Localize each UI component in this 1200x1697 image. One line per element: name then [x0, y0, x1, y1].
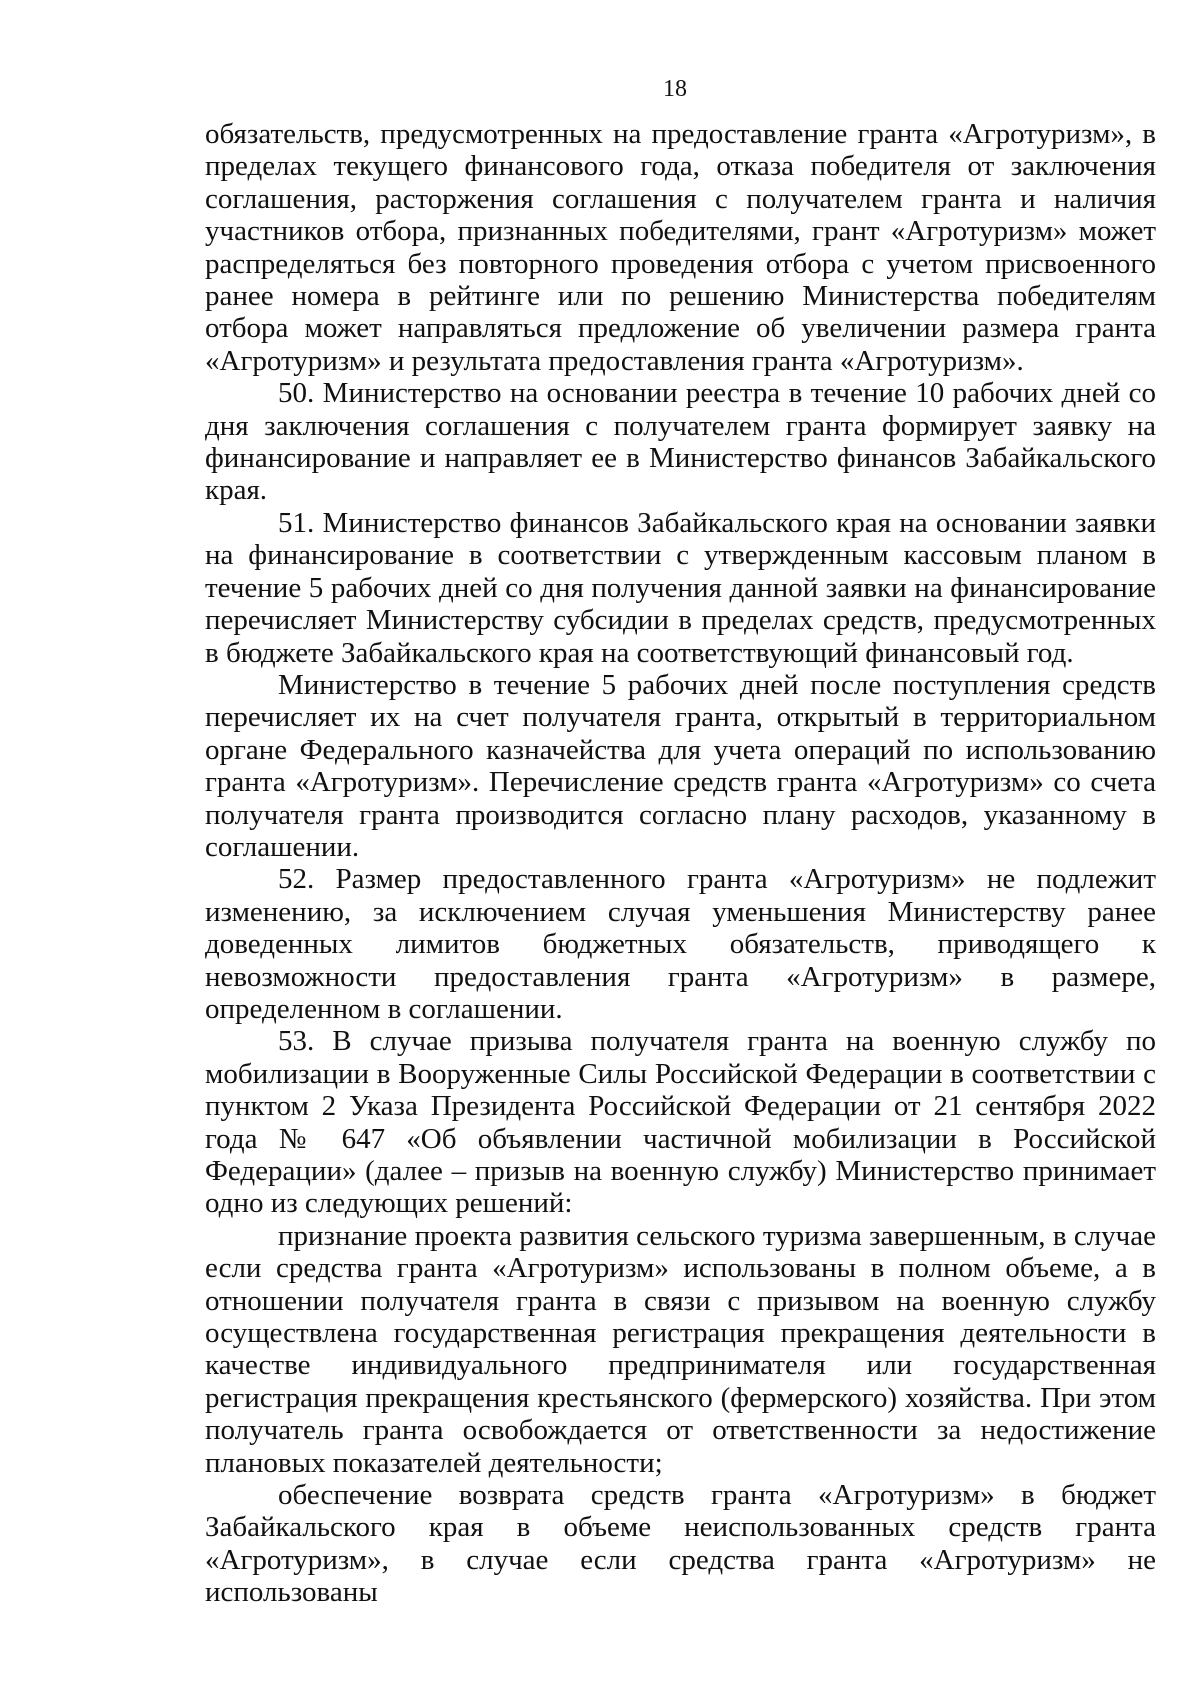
paragraph: 51. Министерство финансов Забайкальского края на основании заявки на финансирование в соответствии с утвержденным кассовым планом в течение 5 рабочих дней со дня получения данной заявки на финансирование перечисляет Министерству субсидии в пределах средств, предусмотренных в бюджете Забайкальского края на соответствующий финансовый год. — [205, 506, 1156, 669]
paragraph: 53. В случае призыва получателя гранта на военную службу по мобилизации в Вооруженные Силы Российской Федерации в соответствии с пунктом 2 Указа Президента Российской Федерации от 21 сентября 2022 года № 647 «Об объявлении частичной мобилизации в Российской Федерации» (далее – призыв на военную службу) Министерство принимает одно из следующих решений: — [205, 1025, 1156, 1220]
paragraph: Министерство в течение 5 рабочих дней после поступления средств перечисляет их на счет получателя гранта, открытый в территориальном органе Федерального казначейства для учета операций по использованию гранта «Агротуризм». Перечисление средств гранта «Агротуризм» со счета получателя гранта производится согласно плану расходов, указанному в соглашении. — [205, 668, 1156, 863]
paragraph: 52. Размер предоставленного гранта «Агротуризм» не подлежит изменению, за исключением случая уменьшения Министерству ранее доведенных лимитов бюджетных обязательств, приводящего к невозможности предоставления гранта «Агротуризм» в размере, определенном в соглашении. — [205, 863, 1156, 1025]
page-number: 18 — [663, 76, 687, 102]
document-body — [205, 118, 1156, 1609]
paragraph: признание проекта развития сельского туризма завершенным, в случае если средства гранта «Агротуризм» использованы в полном объеме, а в отношении получателя гранта в связи с призывом на военную службу осуществлена государственная регистрация прекращения деятельности в качестве индивидуального предпринимателя или государственная регистрация прекращения крестьянского (фермерского) хозяйства. При этом получатель гранта освобождается от ответственности за недостижение плановых показателей деятельности; — [205, 1219, 1156, 1479]
paragraph: обязательств, предусмотренных на предоставление гранта «Агротуризм», в пределах текущего финансового года, отказа победителя от заключения соглашения, расторжения соглашения с получателем гранта и наличия участников отбора, признанных победителями, грант «Агротуризм» может распределяться без повторного проведения отбора с учетом присвоенного ранее номера в рейтинге или по решению Министерства победителям отбора может направляться предложение об увеличении размера гранта «Агротуризм» и результата предоставления гранта «Агротуризм». — [205, 118, 1156, 377]
paragraph: 50. Министерство на основании реестра в течение 10 рабочих дней со дня заключения соглашения с получателем гранта формирует заявку на финансирование и направляет ее в Министерство финансов Забайкальского края. — [205, 377, 1156, 507]
paragraph: обеспечение возврата средств гранта «Агротуризм» в бюджет Забайкальского края в объеме неиспользованных средств гранта «Агротуризм», в случае если средства гранта «Агротуризм» не использованы — [205, 1479, 1156, 1609]
